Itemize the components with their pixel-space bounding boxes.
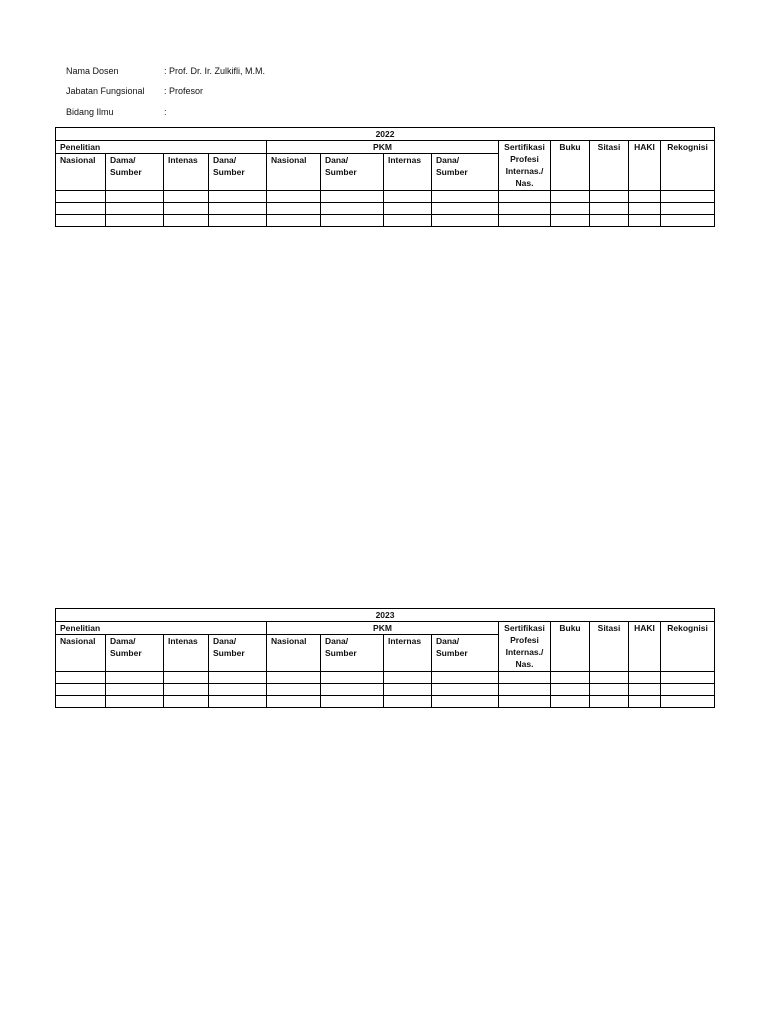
pkm-dana2-line-1: Dana/ — [436, 155, 460, 165]
pkm-dana-header — [321, 154, 384, 191]
sertifikasi-line-1: Sertifikasi — [504, 623, 545, 633]
jabatan-value: : Profesor — [164, 86, 204, 96]
pkm-dana-line-1: Dana/ — [325, 636, 349, 646]
table-2023 — [55, 608, 715, 708]
table-2022 — [55, 127, 715, 227]
table-row — [56, 696, 715, 708]
pkm-dana2-header — [432, 635, 499, 672]
nama-dosen-value: : Prof. Dr. Ir. Zulkifli, M.M. — [164, 66, 266, 76]
table-row — [56, 672, 715, 684]
col-sertifikasi — [499, 141, 551, 191]
pkm-dana2-line-2: Sumber — [436, 167, 468, 177]
pen-dana-header — [106, 635, 164, 672]
group-penelitian: Penelitian — [56, 141, 267, 154]
col-rekognisi: Rekognisi — [661, 622, 715, 672]
pen-dana2-line-1: Dana/ — [213, 155, 237, 165]
col-buku: Buku — [551, 622, 590, 672]
pen-dana-header — [106, 154, 164, 191]
pkm-internas-header: Internas — [384, 635, 432, 672]
group-penelitian: Penelitian — [56, 622, 267, 635]
pkm-dana2-line-2: Sumber — [436, 648, 468, 658]
col-haki: HAKI — [629, 622, 661, 672]
table-row — [56, 203, 715, 215]
col-buku: Buku — [551, 141, 590, 191]
col-rekognisi: Rekognisi — [661, 141, 715, 191]
pen-dana-line-1: Dama/ — [110, 636, 136, 646]
year-cell: 2022 — [56, 128, 715, 141]
col-sitasi: Sitasi — [590, 141, 629, 191]
sertifikasi-line-3: Internas./ — [505, 166, 544, 176]
pen-dana2-line-2: Sumber — [213, 167, 245, 177]
year-cell: 2023 — [56, 609, 715, 622]
pkm-nasional-header: Nasional — [267, 154, 321, 191]
pen-internas-header: Intenas — [164, 635, 209, 672]
pkm-dana2-line-1: Dana/ — [436, 636, 460, 646]
pen-dana-line-2: Sumber — [110, 167, 142, 177]
nama-dosen-label: Nama Dosen — [66, 66, 119, 76]
sertifikasi-line-1: Sertifikasi — [504, 142, 545, 152]
pen-internas-header: Intenas — [164, 154, 209, 191]
pkm-dana-line-1: Dana/ — [325, 155, 349, 165]
pen-nasional-header: Nasional — [56, 635, 106, 672]
pen-dana-line-2: Sumber — [110, 648, 142, 658]
pkm-dana-line-2: Sumber — [325, 648, 357, 658]
pen-dana2-line-2: Sumber — [213, 648, 245, 658]
pen-dana-line-1: Dama/ — [110, 155, 136, 165]
pkm-dana2-header — [432, 154, 499, 191]
col-sertifikasi — [499, 622, 551, 672]
pen-nasional-header: Nasional — [56, 154, 106, 191]
pkm-internas-header: Internas — [384, 154, 432, 191]
jabatan-label: Jabatan Fungsional — [66, 86, 145, 96]
pkm-nasional-header: Nasional — [267, 635, 321, 672]
table-row — [56, 684, 715, 696]
pen-dana2-header — [209, 635, 267, 672]
sertifikasi-line-2: Profesi — [510, 154, 539, 164]
sertifikasi-line-3: Internas./ — [505, 647, 544, 657]
bidang-ilmu-value: : — [164, 107, 167, 117]
sertifikasi-line-4: Nas. — [515, 659, 534, 669]
pkm-dana-line-2: Sumber — [325, 167, 357, 177]
pkm-dana-header — [321, 635, 384, 672]
sertifikasi-line-2: Profesi — [510, 635, 539, 645]
group-pkm: PKM — [267, 622, 499, 635]
bidang-ilmu-label: Bidang Ilmu — [66, 107, 114, 117]
pen-dana2-header — [209, 154, 267, 191]
col-haki: HAKI — [629, 141, 661, 191]
sertifikasi-line-4: Nas. — [515, 178, 534, 188]
col-sitasi: Sitasi — [590, 622, 629, 672]
pen-dana2-line-1: Dana/ — [213, 636, 237, 646]
group-pkm: PKM — [267, 141, 499, 154]
table-row — [56, 191, 715, 203]
table-row — [56, 215, 715, 227]
